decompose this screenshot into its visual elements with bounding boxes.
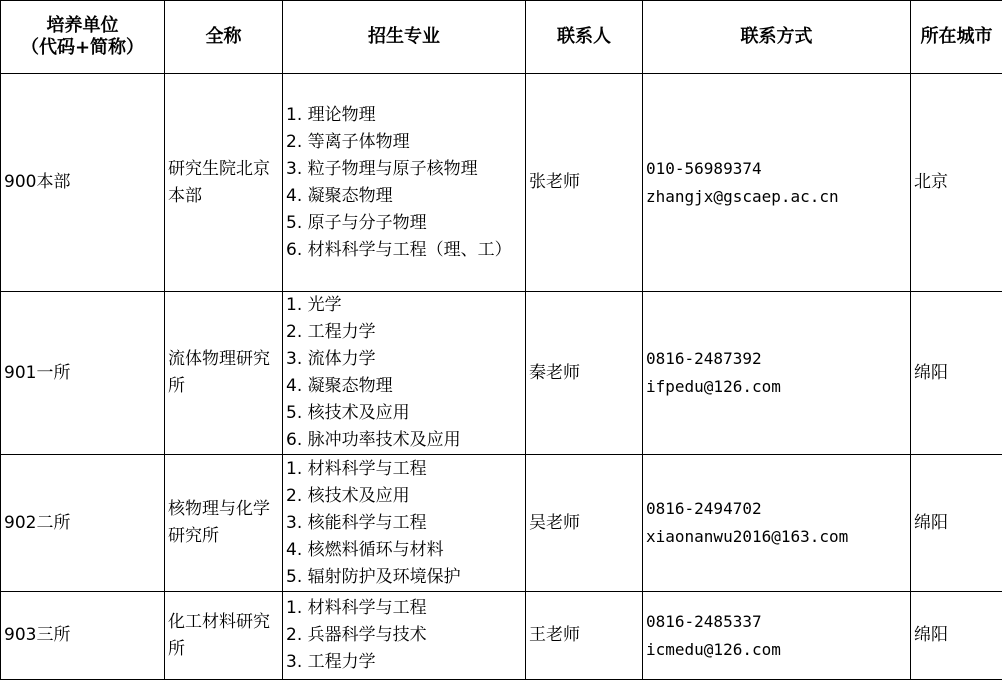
majors-list <box>286 102 525 264</box>
major-item: 1. 材料科学与工程 <box>286 598 427 618</box>
header-fullname: 全称 <box>165 1 283 74</box>
major-item: 3. 工程力学 <box>286 652 376 672</box>
header-city: 所在城市 <box>911 1 1002 74</box>
major-item: 4. 凝聚态物理 <box>286 376 393 396</box>
unit-cell: 902二所 <box>1 455 165 592</box>
majors-list <box>286 595 525 676</box>
majors-cell <box>283 74 526 292</box>
major-item: 4. 核燃料循环与材料 <box>286 539 444 560</box>
contact-cell: 吴老师 <box>526 455 643 592</box>
major-item: 3. 流体力学 <box>286 349 376 369</box>
major-item: 2. 工程力学 <box>286 322 376 342</box>
majors-list <box>286 292 525 454</box>
fullname-cell: 核物理与化学研究所 <box>165 455 283 592</box>
fullname-cell: 化工材料研究所 <box>165 592 283 680</box>
major-item: 2. 核技术及应用 <box>286 485 410 506</box>
major-item: 2. 兵器科学与技术 <box>286 625 427 645</box>
major-item: 3. 核能科学与工程 <box>286 512 427 533</box>
major-item: 4. 凝聚态物理 <box>286 185 393 206</box>
majors-cell <box>283 292 526 455</box>
unit-cell: 903三所 <box>1 592 165 680</box>
major-item: 3. 粒子物理与原子核物理 <box>286 158 478 179</box>
contact-info-cell <box>643 292 911 455</box>
city-cell: 绵阳 <box>911 592 1002 680</box>
major-item: 1. 光学 <box>286 295 342 315</box>
major-item: 5. 核技术及应用 <box>286 403 410 423</box>
header-contact: 联系人 <box>526 1 643 74</box>
phone: 0816-2485337 <box>646 611 762 631</box>
header-row <box>1 1 1002 74</box>
major-item: 1. 材料科学与工程 <box>286 458 427 479</box>
majors-cell <box>283 455 526 592</box>
city-cell: 北京 <box>911 74 1002 292</box>
email-link[interactable]: icmedu@126.com <box>646 639 781 659</box>
fullname-cell: 研究生院北京本部 <box>165 74 283 292</box>
unit-cell: 900本部 <box>1 74 165 292</box>
major-item: 5. 原子与分子物理 <box>286 212 427 233</box>
email-link[interactable]: zhangjx@gscaep.ac.cn <box>646 186 839 206</box>
majors-list <box>286 456 525 591</box>
city-cell: 绵阳 <box>911 292 1002 455</box>
email-link[interactable]: ifpedu@126.com <box>646 377 781 396</box>
major-item: 6. 脉冲功率技术及应用 <box>286 430 461 450</box>
unit-cell: 901一所 <box>1 292 165 455</box>
table-row <box>1 455 1002 592</box>
contact-info-cell <box>643 592 911 680</box>
major-item: 1. 理论物理 <box>286 104 376 125</box>
header-majors: 招生专业 <box>283 1 526 74</box>
contact-info-cell <box>643 74 911 292</box>
major-item: 6. 材料科学与工程（理、工） <box>286 239 512 260</box>
phone: 010-56989374 <box>646 158 762 178</box>
phone: 0816-2487392 <box>646 349 762 368</box>
header-unit: 培养单位 （代码+简称） <box>1 1 165 74</box>
contact-cell: 秦老师 <box>526 292 643 455</box>
table-row <box>1 592 1002 680</box>
major-item: 2. 等离子体物理 <box>286 131 410 152</box>
contact-info-cell <box>643 455 911 592</box>
majors-cell <box>283 592 526 680</box>
contact-cell: 王老师 <box>526 592 643 680</box>
fullname-cell: 流体物理研究所 <box>165 292 283 455</box>
phone: 0816-2494702 <box>646 499 762 518</box>
contact-cell: 张老师 <box>526 74 643 292</box>
city-cell: 绵阳 <box>911 455 1002 592</box>
header-contact-info: 联系方式 <box>643 1 911 74</box>
table-row <box>1 74 1002 292</box>
major-item: 5. 辐射防护及环境保护 <box>286 566 461 587</box>
email-link[interactable]: xiaonanwu2016@163.com <box>646 527 849 546</box>
table-row <box>1 292 1002 455</box>
